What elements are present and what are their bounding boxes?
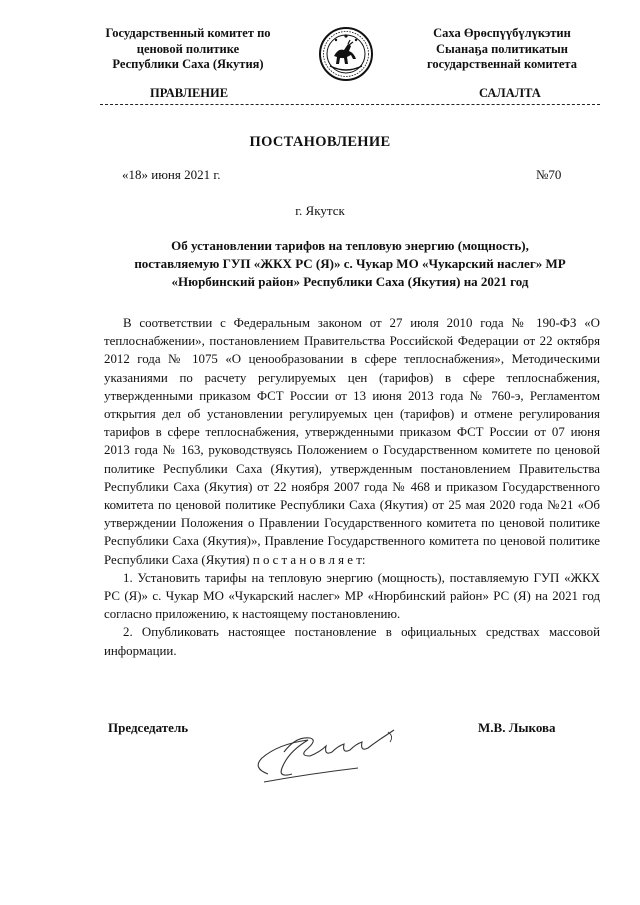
header-left-line: Государственный комитет по <box>105 26 271 40</box>
document-date: «18» июня 2021 г. <box>122 167 221 182</box>
header-divider <box>100 104 600 105</box>
header-right-agency <box>404 26 600 73</box>
document-title: ПОСТАНОВЛЕНИЕ <box>249 134 391 150</box>
handwritten-signature <box>248 722 408 792</box>
body-paragraph: 1. Установить тарифы на тепловую энергию (мощность), поставляемую ГУП «ЖКХ РС (Я)» с. Чукар МО «Чукарский наслег» МР «Нюрбинский район» РС (Я) на 2021 год согласно приложению, к настоящему постановлению. <box>104 570 600 622</box>
header-right-line: Сыанаҕа политикатын <box>436 41 568 56</box>
header-left-line: ценовой политике <box>136 41 240 56</box>
subject-line: Об установлении тарифов на тепловую энергию (мощность), <box>171 238 529 253</box>
document-subject <box>100 237 600 291</box>
header-right-line: Саха Өрөспүүбүлүкэтин <box>433 26 571 40</box>
signer-name: М.В. Лыкова <box>478 720 556 735</box>
republic-emblem-icon <box>318 26 374 82</box>
subject-line: «Нюрбинский район» Республики Саха (Якутия) на 2021 год <box>171 274 529 289</box>
body-paragraph: 2. Опубликовать настоящее постановление в официальных средствах массовой информации. <box>104 625 600 658</box>
header-right-board: САЛАЛТА <box>479 86 541 100</box>
header-left-board: ПРАВЛЕНИЕ <box>150 86 229 100</box>
header-right-line: государственнай комитета <box>427 57 577 71</box>
signer-role: Председатель <box>108 720 189 735</box>
subject-line: поставляемую ГУП «ЖКХ РС (Я)» с. Чукар МО «Чукарский наслег» МР <box>134 256 566 271</box>
header-left-agency <box>88 26 288 73</box>
document-number: №70 <box>536 167 562 182</box>
document-body <box>104 314 600 660</box>
body-paragraph: В соответствии с Федеральным законом от 27 июля 2010 года № 190-ФЗ «О теплоснабжении», постановлением Правительства Российской Федерации от 22 октября 2012 года № 1075 «О ценообразовании в сфере теплоснабжения», Методическими указаниями по расчету регулируемых цен (тарифов) в сфере теплоснабжения, утвержденными приказом ФСТ России от 13 июня 2013 года № 760-э, Регламентом открытия дел об установлении регулируемых цен (тарифов) и отмене регулирования тарифов в сфере теплоснабжения, утвержденными приказом ФСТ России от 07 июня 2013 года № 163, руководствуясь Положением о Государственном комитете по ценовой политике Республики Саха (Якутия), утвержденным постановлением Правительства Республики Саха (Якутия) от 22 ноября 2007 года № 468 и приказом Государственного комитета по ценовой политике Республики Саха (Якутия) от 25 мая 2020 года №21 «Об утверждении Положения о Правлении Государственного комитета по ценовой политике Республики Саха (Якутия)», Правление Государственного комитета по ценовой политике Республики Саха (Якутия) п о с т а н о в л я е т: <box>104 316 600 567</box>
header-left-line: Республики Саха (Якутия) <box>112 57 264 71</box>
document-city: г. Якутск <box>295 203 345 218</box>
